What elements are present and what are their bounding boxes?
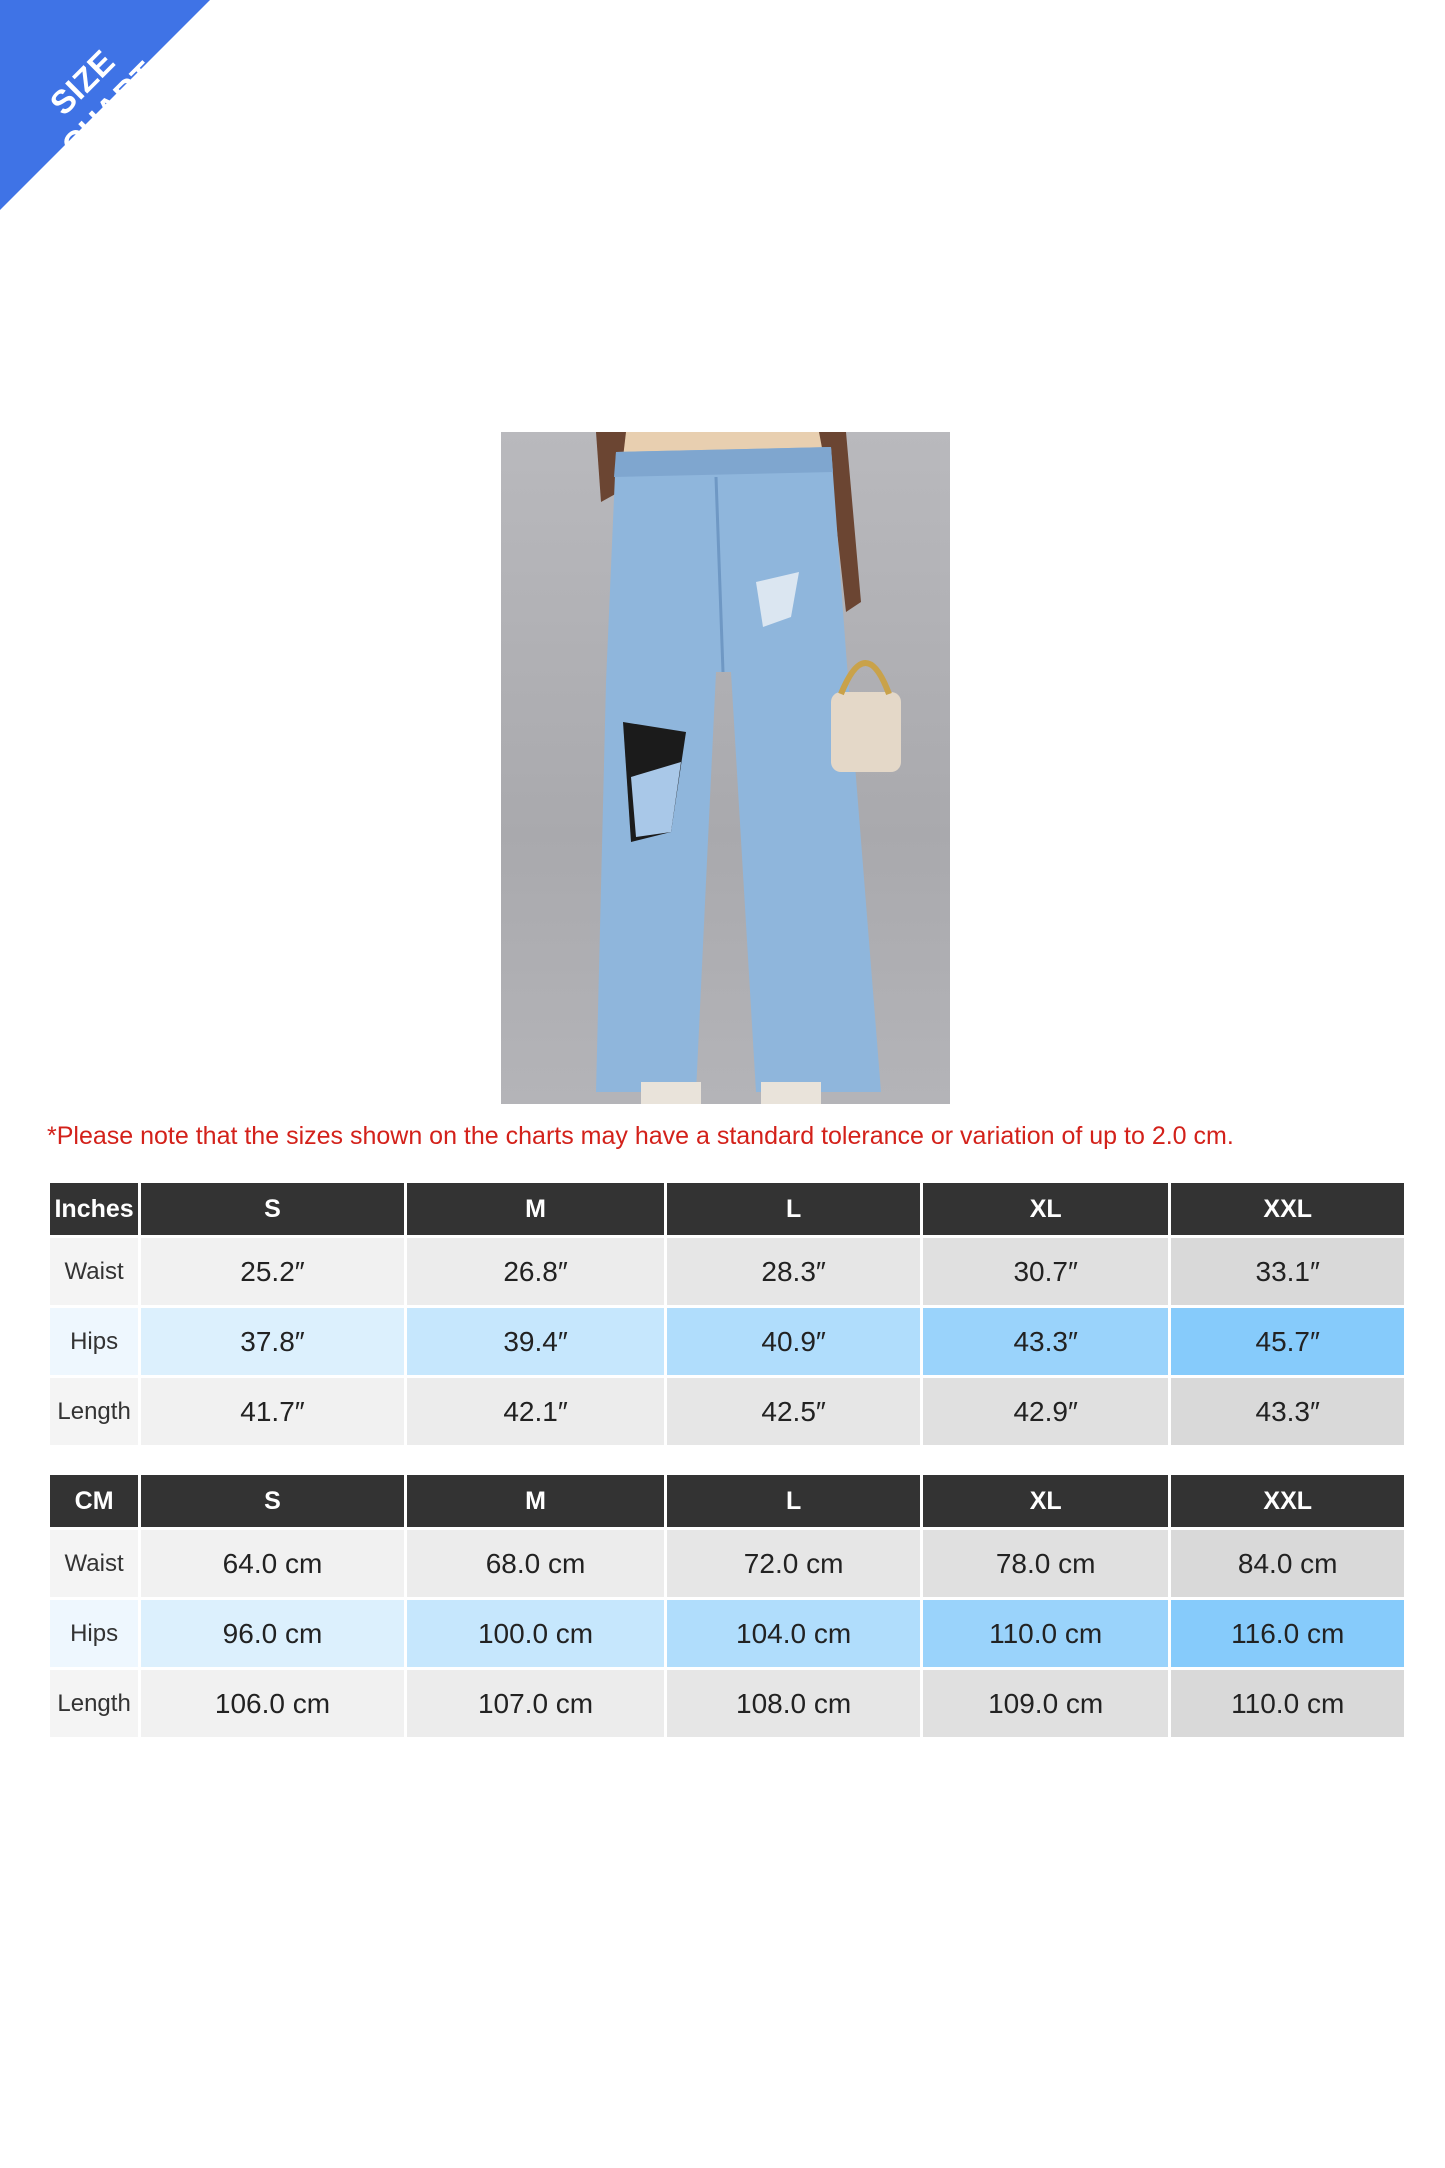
size-header: XXL xyxy=(1171,1475,1404,1527)
table-cell: 30.7″ xyxy=(923,1238,1169,1305)
jeans-waistband xyxy=(614,447,833,477)
table-cell: 25.2″ xyxy=(141,1238,404,1305)
table-row xyxy=(50,1378,1404,1445)
row-label: Waist xyxy=(50,1238,138,1305)
table-row xyxy=(50,1308,1404,1375)
row-label: Hips xyxy=(50,1308,138,1375)
table-cell: 106.0 cm xyxy=(141,1670,404,1737)
unit-header: CM xyxy=(50,1475,138,1527)
table-cell: 108.0 cm xyxy=(667,1670,920,1737)
row-label: Waist xyxy=(50,1530,138,1597)
size-header: M xyxy=(407,1183,665,1235)
size-header: S xyxy=(141,1183,404,1235)
table-cell: 84.0 cm xyxy=(1171,1530,1404,1597)
size-header: M xyxy=(407,1475,665,1527)
table-cell: 43.3″ xyxy=(1171,1378,1404,1445)
size-header: XXL xyxy=(1171,1183,1404,1235)
table-row xyxy=(50,1530,1404,1597)
tolerance-note: *Please note that the sizes shown on the charts may have a standard tolerance or variation of up to 2.0 cm. xyxy=(47,1122,1234,1150)
table-cell: 109.0 cm xyxy=(923,1670,1169,1737)
table-cell: 33.1″ xyxy=(1171,1238,1404,1305)
table-cell: 37.8″ xyxy=(141,1308,404,1375)
size-chart-ribbon xyxy=(0,0,210,210)
table-row xyxy=(50,1600,1404,1667)
table-cell: 72.0 cm xyxy=(667,1530,920,1597)
cm-size-table xyxy=(47,1472,1407,1740)
table-row xyxy=(50,1670,1404,1737)
inches-size-table xyxy=(47,1180,1407,1448)
jeans-illustration xyxy=(501,432,950,1104)
table-cell: 26.8″ xyxy=(407,1238,665,1305)
table-cell: 39.4″ xyxy=(407,1308,665,1375)
size-header: S xyxy=(141,1475,404,1527)
product-photo xyxy=(501,432,950,1104)
table-cell: 43.3″ xyxy=(923,1308,1169,1375)
table-cell: 100.0 cm xyxy=(407,1600,665,1667)
table-cell: 78.0 cm xyxy=(923,1530,1169,1597)
unit-header: Inches xyxy=(50,1183,138,1235)
size-header: L xyxy=(667,1183,920,1235)
table-cell: 68.0 cm xyxy=(407,1530,665,1597)
table-cell: 45.7″ xyxy=(1171,1308,1404,1375)
row-label: Length xyxy=(50,1670,138,1737)
left-shoe xyxy=(641,1082,701,1104)
table-cell: 96.0 cm xyxy=(141,1600,404,1667)
handbag xyxy=(831,692,901,772)
size-header: L xyxy=(667,1475,920,1527)
table-header-row xyxy=(50,1183,1404,1235)
table-cell: 40.9″ xyxy=(667,1308,920,1375)
table-row xyxy=(50,1238,1404,1305)
table-header-row xyxy=(50,1475,1404,1527)
table-cell: 28.3″ xyxy=(667,1238,920,1305)
row-label: Length xyxy=(50,1378,138,1445)
table-cell: 107.0 cm xyxy=(407,1670,665,1737)
table-cell: 64.0 cm xyxy=(141,1530,404,1597)
row-label: Hips xyxy=(50,1600,138,1667)
table-cell: 42.1″ xyxy=(407,1378,665,1445)
table-cell: 104.0 cm xyxy=(667,1600,920,1667)
size-header: XL xyxy=(923,1183,1169,1235)
table-cell: 116.0 cm xyxy=(1171,1600,1404,1667)
table-cell: 41.7″ xyxy=(141,1378,404,1445)
table-cell: 110.0 cm xyxy=(923,1600,1169,1667)
right-shoe xyxy=(761,1082,821,1104)
table-cell: 42.9″ xyxy=(923,1378,1169,1445)
table-cell: 110.0 cm xyxy=(1171,1670,1404,1737)
table-cell: 42.5″ xyxy=(667,1378,920,1445)
size-header: XL xyxy=(923,1475,1169,1527)
ribbon-label: SIZE CHART xyxy=(42,42,164,164)
